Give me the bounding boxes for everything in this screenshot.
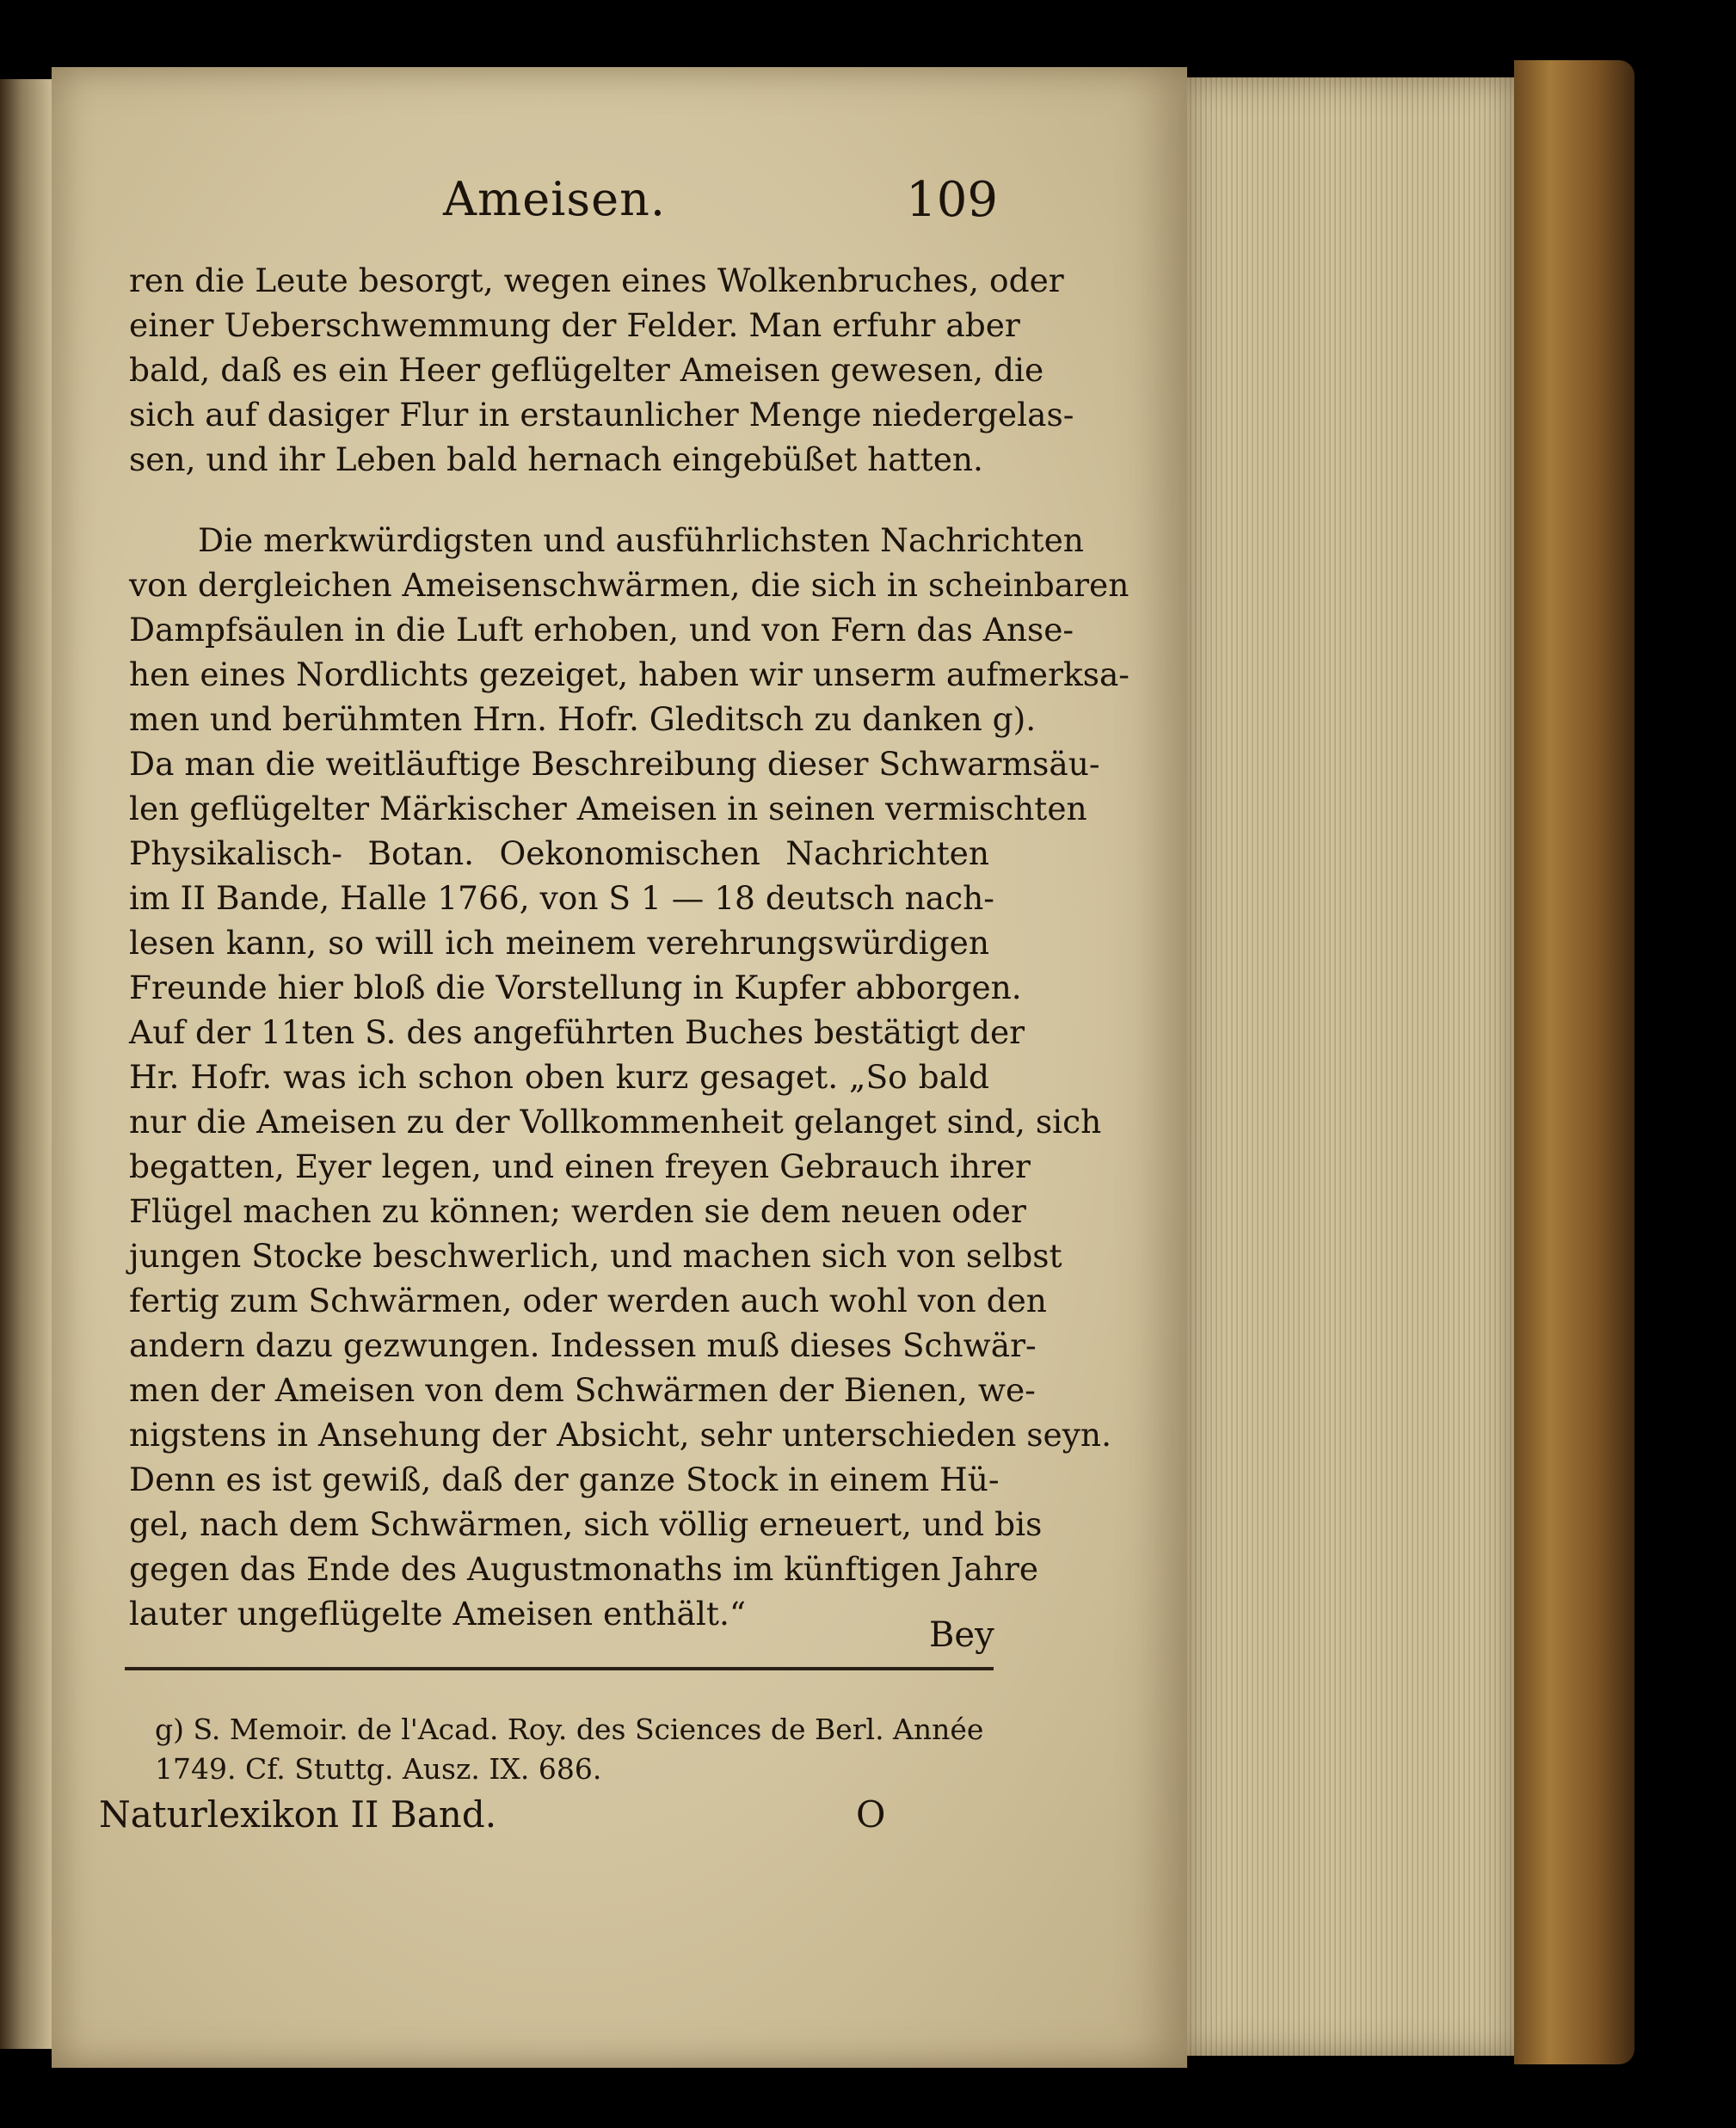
text-line: sen, und ihr Leben bald hernach eingebüßet hatten. [129,440,983,478]
footnote-rule [125,1667,994,1670]
text-line: lesen kann, so will ich meinem verehrungswürdigen [129,924,989,962]
text-line: sich auf dasiger Flur in erstaunlicher Menge niedergelas- [129,396,1074,434]
book-cover [1514,60,1634,2064]
text-line: andern dazu gezwungen. Indessen muß dieses Schwär- [129,1326,1037,1364]
footnote-line: 1749. Cf. Stuttg. Ausz. IX. 686. [155,1752,602,1786]
text-line: gegen das Ende des Augustmonaths im künftigen Jahre [129,1550,1039,1588]
text-line: bald, daß es ein Heer geflügelter Ameisen gewesen, die [129,351,1044,389]
footnote [155,1710,998,1789]
page-number: 109 [906,172,998,228]
text-line: Da man die weitläuftige Beschreibung dieser Schwarmsäu- [129,745,1100,783]
text-line: gel, nach dem Schwärmen, sich völlig erneuert, und bis [129,1505,1043,1543]
text-line: hen eines Nordlichts gezeiget, haben wir unserm aufmerksa- [129,655,1130,693]
signature-mark: O [856,1793,886,1836]
text-line: fertig zum Schwärmen, oder werden auch wohl von den [129,1282,1047,1319]
text-line: len geflügelter Märkischer Ameisen in seinen vermischten [129,790,1087,827]
text-line: Freunde hier bloß die Vorstellung in Kupfer abborgen. [129,969,1022,1006]
text-line: lauter ungeflügelte Ameisen enthält.“ [129,1595,747,1633]
paragraph-gap [129,482,989,518]
text-line: Physikalisch- Botan. Oekonomischen Nachrichten [129,834,989,872]
footnote-line: g) S. Memoir. de l'Acad. Roy. des Sciences de Berl. Année [155,1713,984,1746]
text-line: jungen Stocke beschwerlich, und machen sich von selbst [129,1237,1062,1275]
text-line: Hr. Hofr. was ich schon oben kurz gesaget. „So bald [129,1058,989,1096]
text-line: einer Ueberschwemmung der Felder. Man erfuhr aber [129,306,1020,344]
text-line: im II Bande, Halle 1766, von S 1 — 18 deutsch nach- [129,879,994,917]
running-head: Ameisen. [443,172,667,226]
signature-line [99,1793,886,1836]
signature-title: Naturlexikon II Band. [99,1793,497,1836]
text-line: ren die Leute besorgt, wegen eines Wolkenbruches, oder [129,261,1064,299]
text-line: begatten, Eyer legen, und einen freyen Gebrauch ihrer [129,1147,1031,1185]
text-line: nigstens in Ansehung der Absicht, sehr unterschieden seyn. [129,1416,1111,1454]
previous-page-edge [0,79,55,2049]
page-block-edge [1187,77,1514,2056]
page-header [138,172,998,249]
text-line: men der Ameisen von dem Schwärmen der Bienen, we- [129,1371,1036,1409]
text-line: men und berühmten Hrn. Hofr. Gleditsch zu danken g). [129,700,1037,738]
text-line: von dergleichen Ameisenschwärmen, die sich in scheinbaren [129,566,1130,604]
catchword: Bey [929,1615,994,1655]
text-line: Auf der 11ten S. des angeführten Buches bestätigt der [129,1013,1025,1051]
text-line: Dampfsäulen in die Luft erhoben, und von Fern das Anse- [129,611,1074,649]
text-line: Flügel machen zu können; werden sie dem neuen oder [129,1192,1026,1230]
text-line: nur die Ameisen zu der Vollkommenheit gelanget sind, sich [129,1103,1102,1141]
text-line: Die merkwürdigsten und ausführlichsten Nachrichten [198,521,1084,559]
text-line: Denn es ist gewiß, daß der ganze Stock in einem Hü- [129,1461,1000,1498]
